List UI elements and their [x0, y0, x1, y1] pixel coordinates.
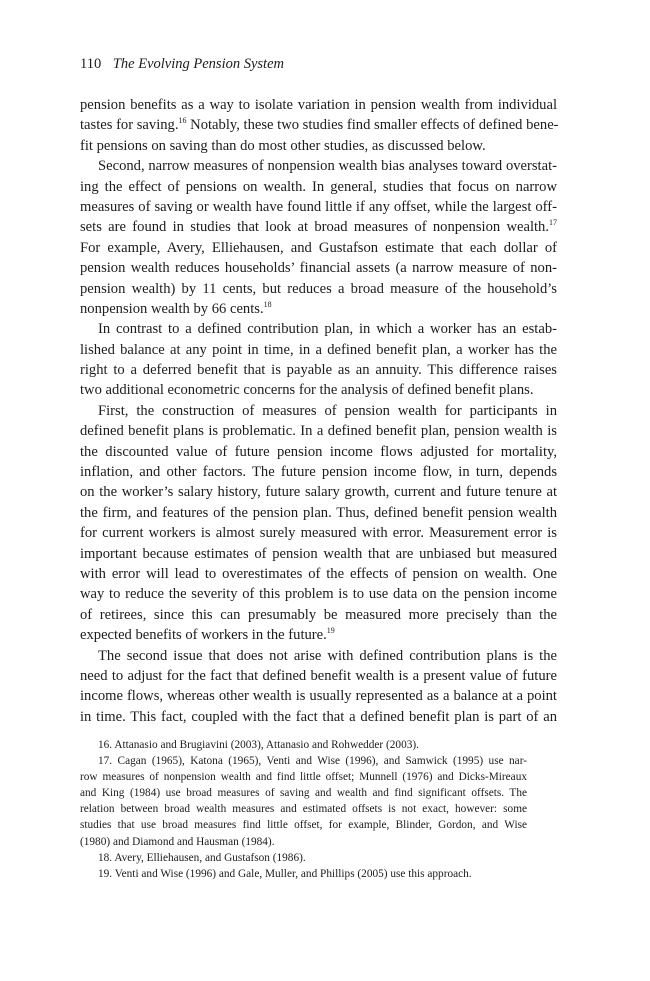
body-line — [80, 482, 557, 502]
body-line-text: lished balance at any point in time, in a defined benefit plan, a worker has the — [80, 341, 557, 358]
body-text — [80, 95, 557, 727]
footnotes — [80, 737, 527, 882]
body-line — [80, 523, 557, 543]
body-line — [80, 421, 557, 441]
footnote-line-text: 19. Venti and Wise (1996) and Gale, Muller, and Phillips (2005) use this approach. — [98, 867, 472, 880]
body-line — [80, 605, 557, 625]
body-line — [80, 279, 557, 299]
body-line — [80, 156, 557, 176]
footnote-line — [80, 769, 527, 785]
body-line-text: inflation, and other factors. The future pension income flow, in turn, depends — [80, 464, 557, 481]
body-line — [80, 442, 557, 462]
body-line — [80, 238, 557, 258]
body-line-text: nonpension wealth by 66 cents. — [80, 300, 264, 317]
footnote-line-text: and King (1984) use broad measures of saving and wealth and find significant offsets. The — [80, 787, 527, 800]
body-line-text: In contrast to a defined contribution plan, in which a worker has an estab- — [98, 321, 557, 338]
body-line — [80, 340, 557, 360]
body-line — [80, 462, 557, 482]
body-line-text: For example, Avery, Elliehausen, and Gustafson estimate that each dollar of — [80, 239, 557, 256]
footnote-line — [80, 801, 527, 817]
page-number: 110 — [80, 56, 102, 72]
body-line — [80, 584, 557, 604]
body-line — [80, 197, 557, 217]
body-line — [80, 258, 557, 278]
body-line-text: way to reduce the severity of this problem is to use data on the pension income — [80, 586, 557, 603]
body-line-text: expected benefits of workers in the future. — [80, 627, 327, 644]
body-line — [80, 625, 557, 645]
footnote-ref: 19 — [326, 626, 335, 636]
running-header — [80, 56, 284, 73]
footnote-ref: 18 — [263, 299, 272, 309]
footnote-line — [80, 850, 527, 866]
body-line-text: pension wealth) by 11 cents, but reduces a broad measure of the household’s — [80, 280, 557, 297]
body-line-text: The second issue that does not arise with defined contribution plans is the — [98, 647, 557, 664]
body-line-text: of retirees, since this can presumably be measured more precisely than the — [80, 606, 557, 623]
body-line — [80, 666, 557, 686]
footnote-line-text: (1980) and Diamond and Hausman (1984). — [80, 835, 275, 848]
body-line-text: on the worker’s salary history, future salary growth, current and future tenure at — [80, 484, 557, 501]
body-line-text: First, the construction of measures of pension wealth for participants in — [98, 402, 557, 419]
body-line-text: income flows, whereas other wealth is usually represented as a balance at a point — [80, 688, 557, 705]
body-line-text: tastes for saving. — [80, 117, 179, 134]
body-line — [80, 95, 557, 115]
body-line — [80, 544, 557, 564]
body-line-text: for current workers is almost surely measured with error. Measurement error is — [80, 525, 557, 542]
body-line — [80, 401, 557, 421]
body-line — [80, 646, 557, 666]
body-line-text: two additional econometric concerns for the analysis of defined benefit plans. — [80, 382, 534, 399]
footnote-line — [80, 753, 527, 769]
body-line-text: the firm, and features of the pension plan. Thus, defined benefit pension wealth — [80, 504, 557, 521]
body-line — [80, 299, 557, 319]
body-line-text: pension benefits as a way to isolate variation in pension wealth from individual — [80, 97, 557, 113]
footnote-line — [80, 785, 527, 801]
body-line — [80, 136, 557, 156]
body-line — [80, 115, 557, 135]
footnote-line-text: 18. Avery, Elliehausen, and Gustafson (1986). — [98, 851, 306, 864]
footnote-line-text: studies that use broad measures find little offset, for example, Blinder, Gordon, and Wise — [80, 819, 527, 832]
body-line-text: Notably, these two studies find smaller effects of defined bene- — [186, 117, 559, 134]
body-line-text: with error will lead to overestimates of the effects of pension on wealth. One — [80, 565, 557, 582]
footnote-line — [80, 817, 527, 833]
body-line — [80, 503, 557, 523]
body-line — [80, 319, 557, 339]
body-line — [80, 707, 557, 727]
body-line-text: Second, narrow measures of nonpension wealth bias analyses toward overstat- — [98, 158, 557, 175]
body-line — [80, 360, 557, 380]
body-line-text: need to adjust for the fact that defined benefit wealth is a present value of future — [80, 667, 557, 684]
body-line-text: fit pensions on saving than do most other studies, as discussed below. — [80, 137, 486, 154]
body-line-text: ing the effect of pensions on wealth. In general, studies that focus on narrow — [80, 178, 557, 195]
footnote-line — [80, 737, 527, 753]
body-line-text: in time. This fact, coupled with the fact that a defined benefit plan is part of an — [80, 708, 557, 725]
footnote-line-text: relation between broad wealth measures and estimated offsets is not exact, however: some — [80, 803, 527, 816]
body-line-text: pension wealth reduces households’ financial assets (a narrow measure of non- — [80, 260, 557, 277]
body-line-text: right to a deferred benefit that is payable as an annuity. This difference raises — [80, 362, 557, 379]
body-line-text: sets are found in studies that look at broad measures of nonpension wealth. — [80, 219, 549, 236]
body-line-text: defined benefit plans is problematic. In a defined benefit plan, pension wealth is — [80, 423, 557, 440]
body-line-text: measures of saving or wealth have found little if any offset, while the largest off- — [80, 198, 557, 215]
body-line — [80, 177, 557, 197]
running-title: The Evolving Pension System — [112, 56, 284, 72]
footnote-line-text: 16. Attanasio and Brugiavini (2003), Attanasio and Rohwedder (2003). — [98, 739, 419, 751]
footnote-line-text: row measures of nonpension wealth and find little offset; Munnell (1976) and Dicks-Mireaux — [80, 771, 527, 784]
footnote-line-text: 17. Cagan (1965), Katona (1965), Venti and Wise (1996), and Samwick (1995) use nar- — [98, 755, 527, 768]
body-line — [80, 217, 557, 237]
body-line — [80, 380, 557, 400]
body-line-text: important because estimates of pension wealth that are unbiased but measured — [80, 545, 557, 562]
body-line — [80, 564, 557, 584]
footnote-line — [80, 834, 527, 850]
footnote-ref: 16 — [178, 116, 187, 126]
footnote-ref: 17 — [549, 218, 557, 228]
footnote-line — [80, 866, 527, 882]
body-line — [80, 686, 557, 706]
body-line-text: the discounted value of future pension income flows adjusted for mortality, — [80, 443, 557, 460]
